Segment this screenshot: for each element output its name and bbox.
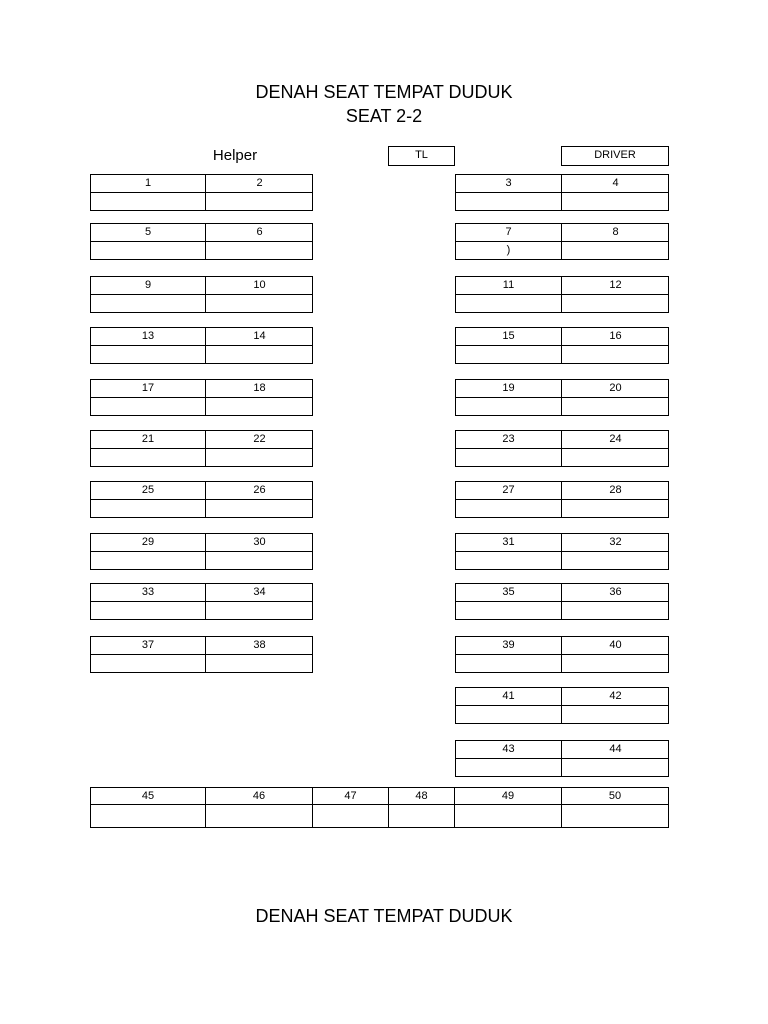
seat-number: 32	[562, 534, 669, 552]
seat-number: 12	[562, 277, 669, 295]
seat-occupant-cell[interactable]	[91, 500, 206, 517]
seat-number: 47	[313, 788, 389, 805]
seat-occupant-cell[interactable]	[206, 655, 313, 672]
seat-number: 44	[562, 741, 669, 759]
seat-occupant-cell[interactable]	[206, 552, 313, 569]
seat-number: 23	[456, 431, 562, 449]
seat-number: 6	[206, 224, 313, 242]
seat-config-subtitle: SEAT 2-2	[345, 106, 423, 126]
seat-occupant-cell[interactable]	[206, 805, 313, 827]
seat-occupant-cell[interactable]	[91, 398, 206, 415]
seat-row-right	[455, 379, 669, 416]
seat-number: 8	[562, 224, 669, 242]
seat-number: 28	[562, 482, 669, 500]
seat-occupant-cell[interactable]	[91, 805, 206, 827]
seat-row-left	[90, 430, 313, 467]
seat-occupant-cell[interactable]: )	[456, 242, 562, 259]
seat-number: 36	[562, 584, 669, 602]
seat-row-left	[90, 533, 313, 570]
seat-number: 38	[206, 637, 313, 655]
seat-number: 22	[206, 431, 313, 449]
seat-occupant-cell[interactable]	[91, 449, 206, 466]
seat-number: 48	[389, 788, 455, 805]
seat-number: 18	[206, 380, 313, 398]
seat-occupant-cell[interactable]	[91, 242, 206, 259]
seat-occupant-cell[interactable]	[562, 552, 669, 569]
seat-row-right	[455, 481, 669, 518]
seat-occupant-cell[interactable]	[562, 655, 669, 672]
seat-occupant-cell[interactable]	[456, 449, 562, 466]
seat-number: 19	[456, 380, 562, 398]
seat-number: 34	[206, 584, 313, 602]
seat-number: 25	[91, 482, 206, 500]
seat-occupant-cell[interactable]	[206, 398, 313, 415]
seat-number: 50	[562, 788, 668, 805]
seat-row-right	[455, 430, 669, 467]
seat-row-left	[90, 636, 313, 673]
seat-occupant-cell[interactable]	[456, 655, 562, 672]
seat-row-left	[90, 327, 313, 364]
seat-number: 42	[562, 688, 669, 706]
seat-number: 39	[456, 637, 562, 655]
seat-occupant-cell[interactable]	[389, 805, 455, 827]
seat-number: 37	[91, 637, 206, 655]
seat-number: 40	[562, 637, 669, 655]
seat-occupant-cell[interactable]	[456, 398, 562, 415]
seat-number: 30	[206, 534, 313, 552]
seat-occupant-cell[interactable]	[562, 602, 669, 619]
seat-number: 10	[206, 277, 313, 295]
seat-number: 2	[206, 175, 313, 193]
seat-row-right	[455, 276, 669, 313]
seat-occupant-cell[interactable]	[206, 193, 313, 210]
seat-number: 16	[562, 328, 669, 346]
seat-row-right	[455, 740, 669, 777]
seat-occupant-cell[interactable]	[562, 759, 669, 776]
seat-occupant-cell[interactable]	[91, 295, 206, 312]
seat-occupant-cell[interactable]	[456, 193, 562, 210]
footer-title: DENAH SEAT TEMPAT DUDUK	[255, 906, 513, 926]
seat-number: 14	[206, 328, 313, 346]
seat-number: 46	[206, 788, 313, 805]
seat-number: 27	[456, 482, 562, 500]
seat-number: 31	[456, 534, 562, 552]
seat-number: 26	[206, 482, 313, 500]
seat-number: 21	[91, 431, 206, 449]
seat-number: 15	[456, 328, 562, 346]
seat-row-right	[455, 174, 669, 211]
seat-row-right	[455, 223, 669, 260]
seat-occupant-cell[interactable]	[562, 398, 669, 415]
back-row-seats	[90, 787, 669, 828]
seat-occupant-cell[interactable]	[562, 242, 669, 259]
seat-number: 29	[91, 534, 206, 552]
seat-occupant-cell[interactable]	[456, 706, 562, 723]
seat-number: 24	[562, 431, 669, 449]
page-title: DENAH SEAT TEMPAT DUDUK	[255, 82, 513, 102]
seat-row-left	[90, 379, 313, 416]
seat-row-left	[90, 276, 313, 313]
seat-occupant-cell[interactable]	[562, 706, 669, 723]
seat-row-left	[90, 481, 313, 518]
seat-number: 5	[91, 224, 206, 242]
seat-row-right	[455, 327, 669, 364]
seat-occupant-cell[interactable]	[206, 346, 313, 363]
seat-number: 33	[91, 584, 206, 602]
seat-occupant-cell[interactable]	[456, 759, 562, 776]
seat-occupant-cell[interactable]	[456, 295, 562, 312]
seat-occupant-cell[interactable]	[562, 449, 669, 466]
seat-occupant-cell[interactable]	[456, 500, 562, 517]
seat-number: 35	[456, 584, 562, 602]
seat-occupant-cell[interactable]	[91, 346, 206, 363]
seat-occupant-cell[interactable]	[313, 805, 389, 827]
seat-occupant-cell[interactable]	[456, 602, 562, 619]
seat-row-right	[455, 583, 669, 620]
seat-number: 4	[562, 175, 669, 193]
seat-number: 20	[562, 380, 669, 398]
seat-number: 17	[91, 380, 206, 398]
seat-row-left	[90, 174, 313, 211]
seat-occupant-cell[interactable]	[455, 805, 562, 827]
seat-row-right	[455, 533, 669, 570]
seat-occupant-cell[interactable]	[206, 242, 313, 259]
seat-number: 13	[91, 328, 206, 346]
seat-number: 49	[455, 788, 562, 805]
seat-occupant-cell[interactable]	[562, 805, 668, 827]
seat-occupant-cell[interactable]	[91, 552, 206, 569]
seat-occupant-cell[interactable]	[562, 193, 669, 210]
driver-box: DRIVER	[561, 146, 669, 166]
seat-occupant-cell[interactable]	[562, 500, 669, 517]
seat-occupant-cell[interactable]	[562, 346, 669, 363]
seat-row-right	[455, 687, 669, 724]
tl-box: TL	[388, 146, 455, 166]
seat-occupant-cell[interactable]	[562, 295, 669, 312]
seat-number: 43	[456, 741, 562, 759]
seat-number: 1	[91, 175, 206, 193]
seat-occupant-cell[interactable]	[91, 193, 206, 210]
seat-occupant-cell[interactable]	[206, 295, 313, 312]
seat-occupant-cell[interactable]	[456, 552, 562, 569]
seat-number: 45	[91, 788, 206, 805]
seat-number: 9	[91, 277, 206, 295]
seat-number: 7	[456, 224, 562, 242]
seat-occupant-cell[interactable]	[206, 500, 313, 517]
seat-number: 3	[456, 175, 562, 193]
seat-number: 41	[456, 688, 562, 706]
seat-number: 11	[456, 277, 562, 295]
seat-occupant-cell[interactable]	[206, 602, 313, 619]
seat-row-left	[90, 583, 313, 620]
seat-occupant-cell[interactable]	[206, 449, 313, 466]
seat-occupant-cell[interactable]	[456, 346, 562, 363]
seat-row-right	[455, 636, 669, 673]
helper-label: Helper	[212, 147, 258, 164]
seat-row-left	[90, 223, 313, 260]
seat-occupant-cell[interactable]	[91, 602, 206, 619]
seat-occupant-cell[interactable]	[91, 655, 206, 672]
